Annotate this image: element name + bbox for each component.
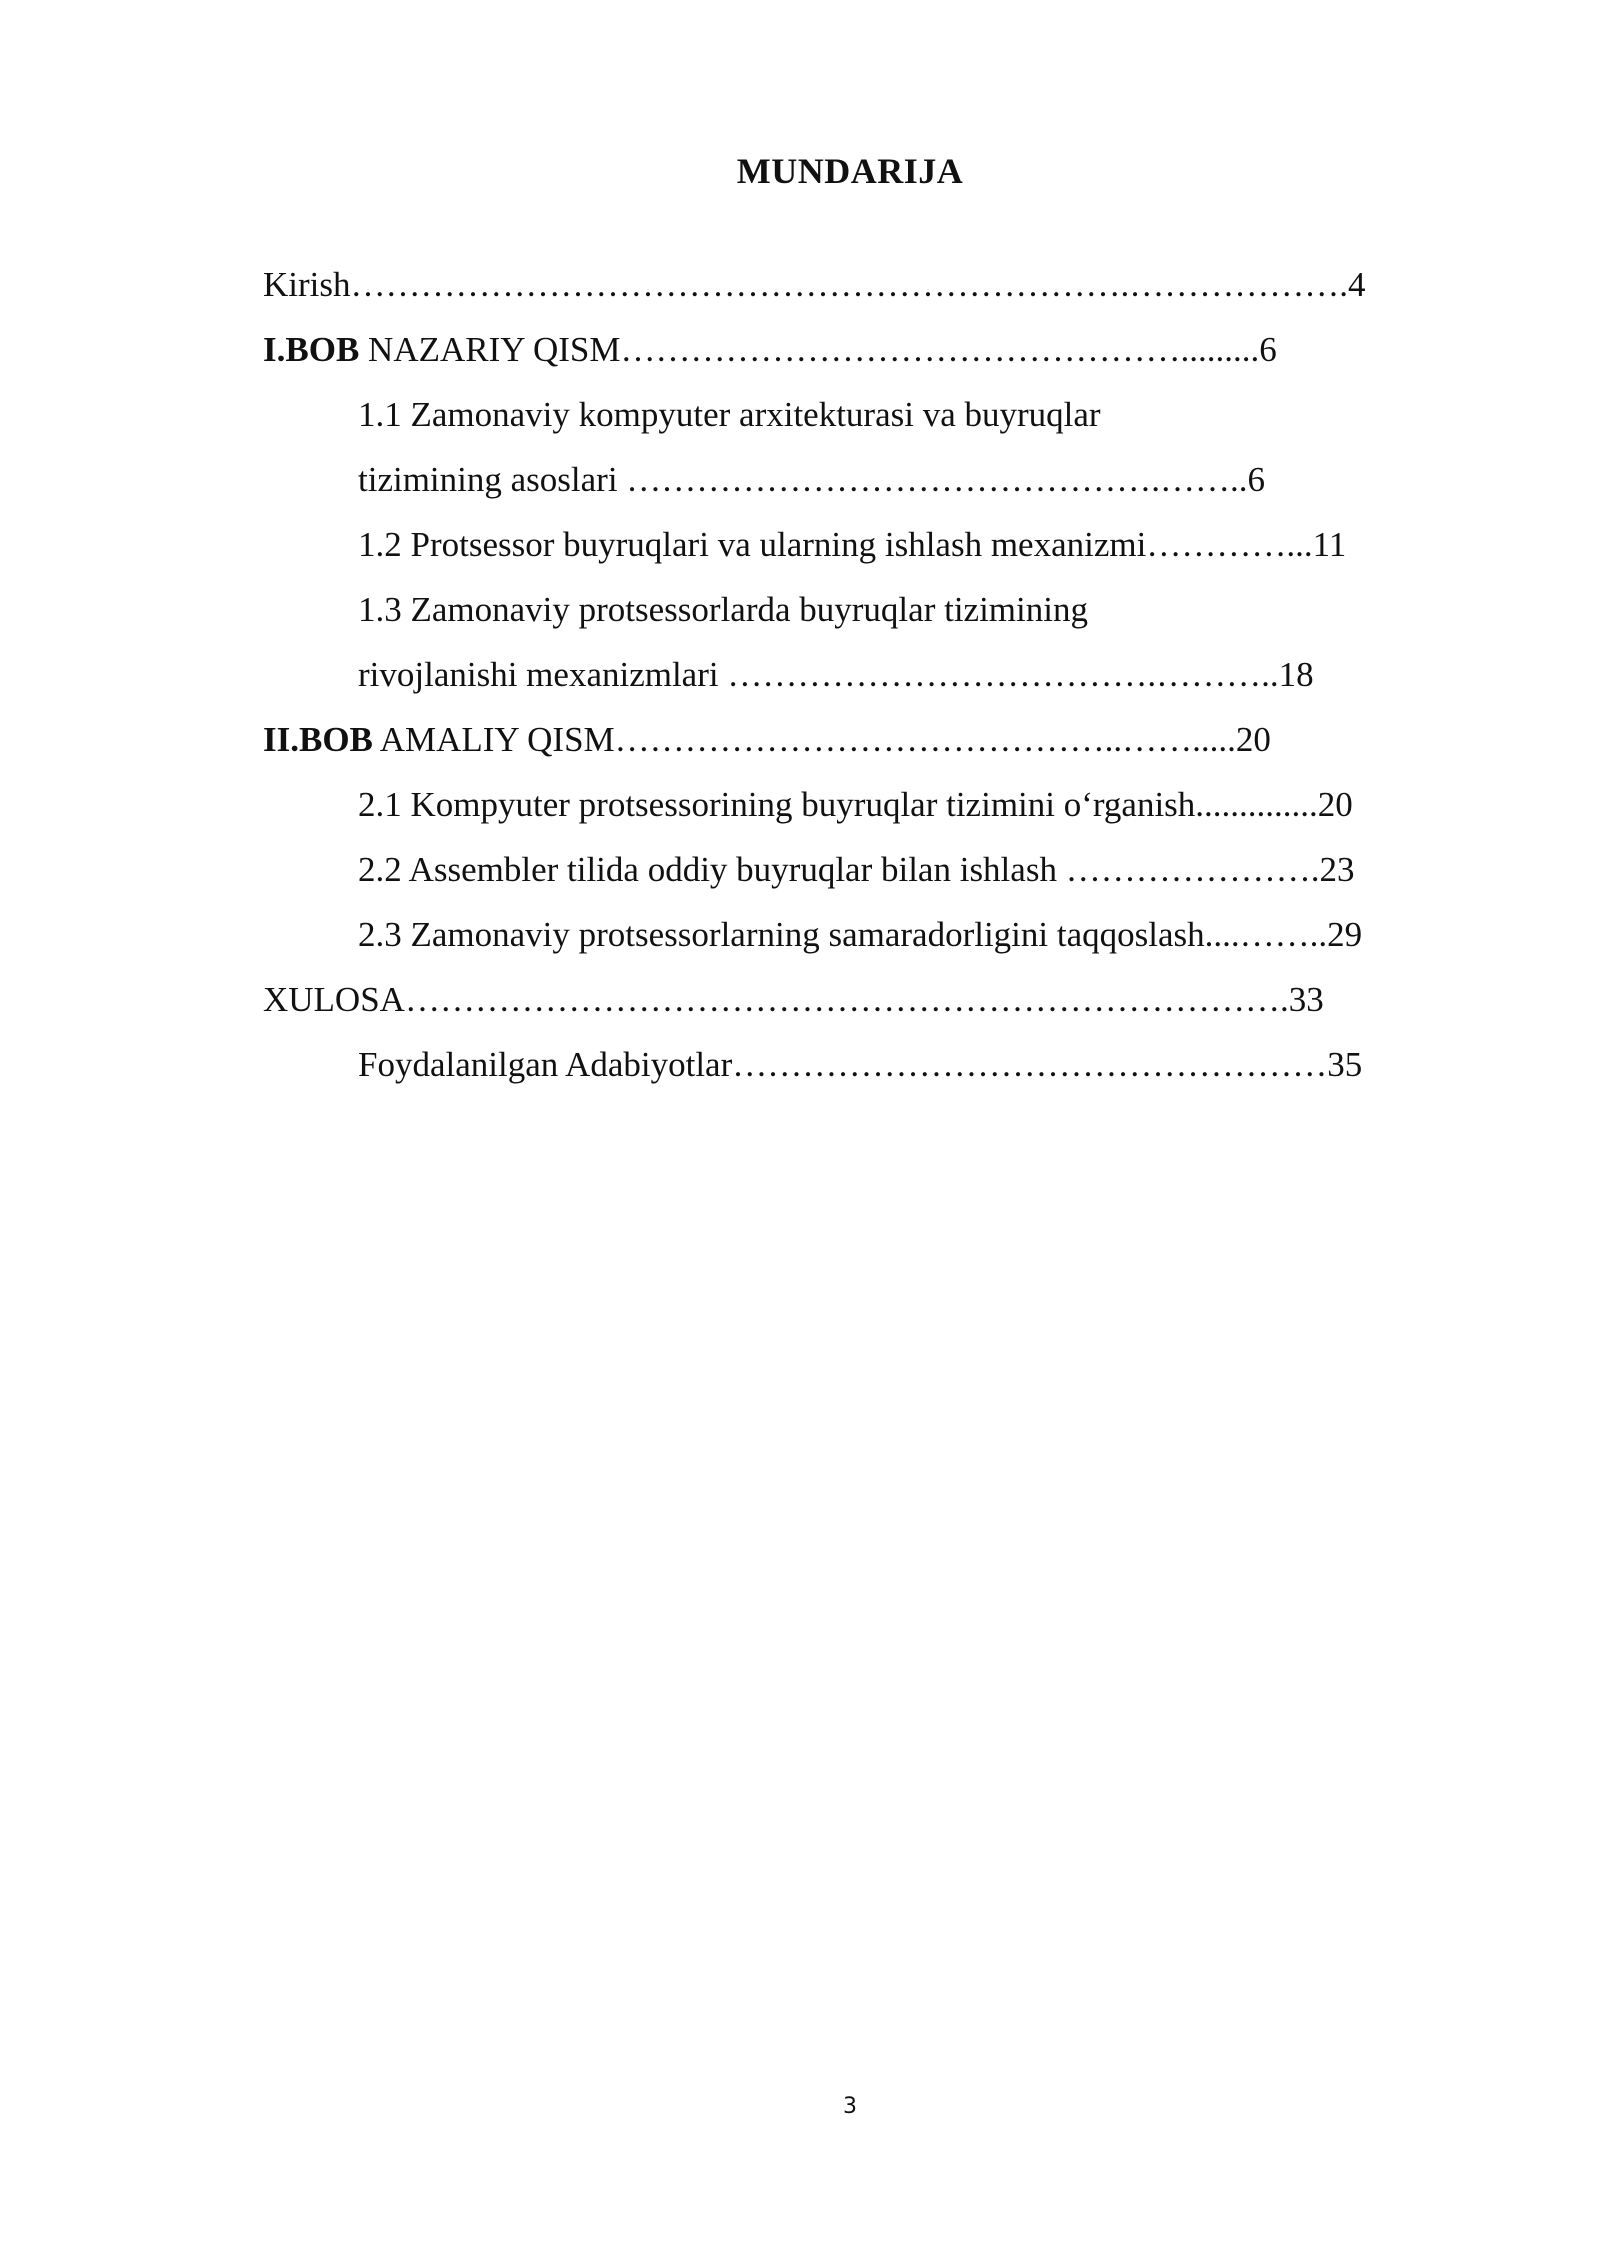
- chapter-label: II.BOB: [263, 720, 373, 759]
- toc-entry-text: XULOSA………………………………………………………………….33: [263, 980, 1324, 1019]
- toc-entry-text: 1.3 Zamonaviy protsessorlarda buyruqlar tizimining: [358, 590, 1088, 629]
- toc-entry-text: 2.3 Zamonaviy protsessorlarning samaradorligini taqqoslash....……..29: [358, 915, 1363, 954]
- toc-entry-text: tizimining asoslari ……………………………………….……..6: [358, 460, 1266, 499]
- toc-entry-text: 2.1 Kompyuter protsessorining buyruqlar tizimini o‘rganish..............20: [358, 785, 1353, 824]
- toc-entry-references: [323, 996, 1362, 1134]
- toc-entry-text: AMALIY QISM……………………………………..…….....20: [372, 720, 1271, 759]
- toc-entry-text: 1.2 Protsessor buyruqlari va ularning ishlash mexanizmi…………...11: [358, 525, 1347, 564]
- toc-title: MUNDARIJA: [736, 151, 964, 191]
- page-number: 3: [843, 2094, 857, 2119]
- toc-entry-text: NAZARIY QISM………………………………………….........6: [359, 330, 1277, 369]
- toc-entry-text: 1.1 Zamonaviy kompyuter arxitekturasi va buyruqlar: [358, 395, 1101, 434]
- chapter-label: I.BOB: [263, 330, 360, 369]
- toc-entry-text: Kirish………………………………………………………….……………….4: [263, 265, 1366, 304]
- toc-entry-text: rivojlanishi mexanizmlari ……………………………….………..18: [358, 655, 1314, 694]
- toc-entry-text: 2.2 Assembler tilida oddiy buyruqlar bilan ishlash ………………….23: [358, 850, 1355, 889]
- toc-entry-text: Foydalanilgan Adabiyotlar……………………………………………35: [358, 1045, 1363, 1084]
